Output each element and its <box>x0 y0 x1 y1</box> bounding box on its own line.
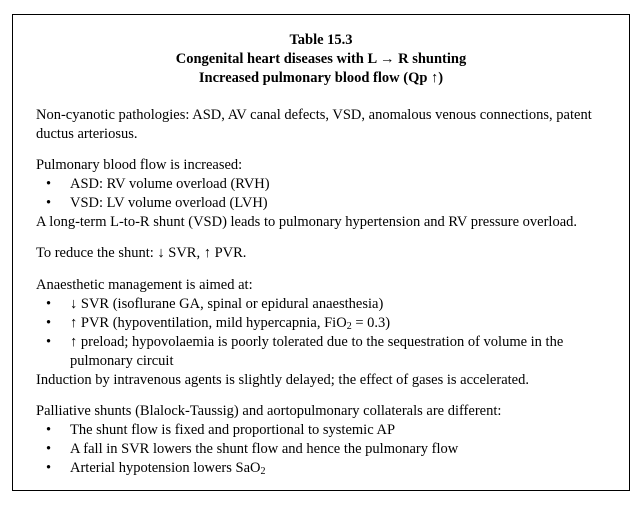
svr-fall-bullet: A fall in SVR lowers the shunt flow and hence the pulmonary flow <box>70 441 459 457</box>
pathologies-line-2: ductus arteriosus. <box>36 126 138 142</box>
asd-bullet: ASD: RV volume overload (RVH) <box>70 176 270 192</box>
preload-bullet-line-1: ↑ preload; hypovolaemia is poorly tolerated due to the sequestration of volume in the <box>70 334 564 350</box>
anaesthetic-heading: Anaesthetic management is aimed at: <box>36 277 253 293</box>
table-subtitle: Increased pulmonary blood flow (Qp ↑) <box>198 70 444 86</box>
bullet: • <box>46 296 52 312</box>
reduce-shunt-line: To reduce the shunt: ↓ SVR, ↑ PVR. <box>36 245 247 261</box>
pathologies-line-1: Non-cyanotic pathologies: ASD, AV canal defects, VSD, anomalous venous connections, patent <box>36 107 592 123</box>
vsd-bullet: VSD: LV volume overload (LVH) <box>70 195 268 211</box>
bullet: • <box>46 334 52 350</box>
bullet: • <box>46 195 52 211</box>
bullet: • <box>46 315 52 331</box>
bullet: • <box>46 422 52 438</box>
preload-bullet-line-2: pulmonary circuit <box>70 353 174 369</box>
pulmonary-flow-heading: Pulmonary blood flow is increased: <box>36 157 243 173</box>
table-number: Table 15.3 <box>289 32 353 48</box>
table-title: Congenital heart diseases with L → R shunting <box>175 51 467 67</box>
hypotension-bullet: Arterial hypotension lowers SaO$_2$ <box>70 460 266 477</box>
svr-bullet: ↓ SVR (isoflurane GA, spinal or epidural anaesthesia) <box>70 296 384 312</box>
long-term-shunt-note: A long-term L-to-R shunt (VSD) leads to pulmonary hypertension and RV pressure overload. <box>36 214 578 230</box>
bullet: • <box>46 441 52 457</box>
palliative-shunts-heading: Palliative shunts (Blalock-Taussig) and aortopulmonary collaterals are different: <box>36 403 502 419</box>
bullet: • <box>46 176 52 192</box>
induction-note: Induction by intravenous agents is slightly delayed; the effect of gases is accelerated. <box>36 372 529 388</box>
pvr-bullet: ↑ PVR (hypoventilation, mild hypercapnia, FiO$_2$ = 0.3) <box>70 315 391 332</box>
bullet: • <box>46 460 52 476</box>
shunt-flow-bullet: The shunt flow is fixed and proportional to systemic AP <box>70 422 396 438</box>
